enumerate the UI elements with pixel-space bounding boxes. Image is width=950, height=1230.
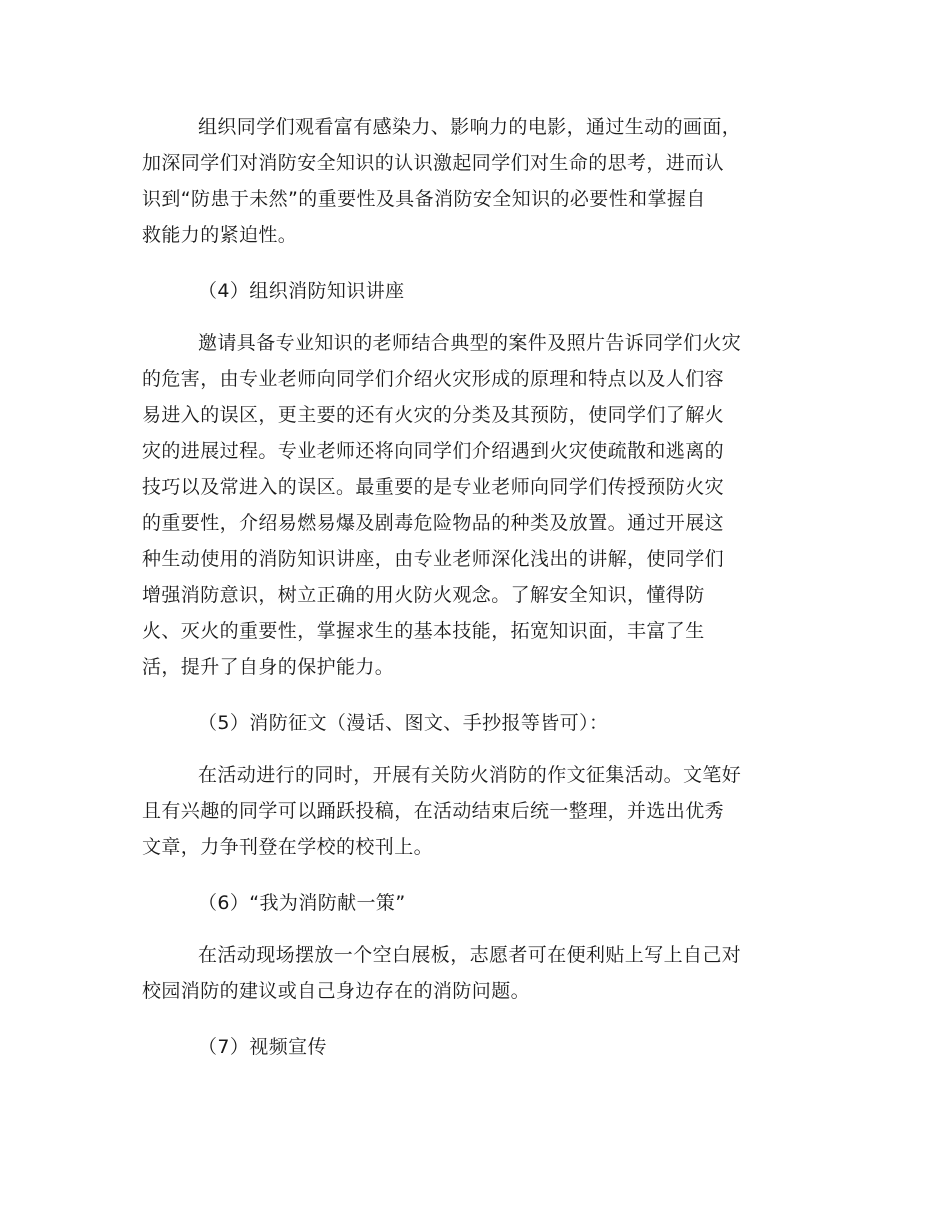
body-text-line: 组织同学们观看富有感染力、影响力的电影，通过生动的画面， [198, 116, 742, 138]
body-text-line: 在活动进行的同时，开展有关防火消防的作文征集活动。文笔好 [198, 764, 742, 786]
body-text-line: 识到“防患于未然”的重要性及具备消防安全知识的必要性和掌握自 [142, 188, 706, 210]
body-text-line: 增强消防意识，树立正确的用火防火观念。了解安全知识，懂得防 [142, 584, 705, 606]
body-text-line: 文章，力争刊登在学校的校刊上。 [142, 836, 434, 858]
body-text-line: 易进入的误区，更主要的还有火灾的分类及其预防，使同学们了解火 [142, 404, 725, 426]
body-text-line: 加深同学们对消防安全知识的认识激起同学们对生命的思考，进而认 [142, 152, 725, 174]
body-text-line: 活，提升了自身的保护能力。 [142, 656, 395, 678]
section-heading-6: （6）“我为消防献一策” [198, 892, 406, 914]
body-text-line: 校园消防的建议或自己身边存在的消防问题。 [142, 980, 531, 1002]
body-text-line: 在活动现场摆放一个空白展板，志愿者可在便利贴上写上自己对 [198, 944, 742, 966]
body-text-line: 且有兴趣的同学可以踊跃投稿，在活动结束后统一整理，并选出优秀 [142, 800, 725, 822]
body-text-line: 的危害，由专业老师向同学们介绍火灾形成的原理和特点以及人们容 [142, 368, 725, 390]
body-text-line: 种生动使用的消防知识讲座，由专业老师深化浅出的讲解，使同学们 [142, 548, 725, 570]
body-text-line: 救能力的紧迫性。 [142, 224, 298, 246]
section-heading-4: （4）组织消防知识讲座 [198, 280, 405, 302]
body-text-line: 灾的进展过程。专业老师还将向同学们介绍遇到火灾使疏散和逃离的 [142, 440, 725, 462]
body-text-line: 技巧以及常进入的误区。最重要的是专业老师向同学们传授预防火灾 [142, 476, 725, 498]
body-text-line: 邀请具备专业知识的老师结合典型的案件及照片告诉同学们火灾 [198, 332, 742, 354]
body-text-line: 的重要性，介绍易燃易爆及剧毒危险物品的种类及放置。通过开展这 [142, 512, 725, 534]
section-heading-5: （5）消防征文（漫话、图文、手抄报等皆可）： [198, 712, 609, 734]
section-heading-7: （7）视频宣传 [198, 1036, 327, 1058]
body-text-line: 火、灭火的重要性，掌握求生的基本技能，拓宽知识面，丰富了生 [142, 620, 705, 642]
